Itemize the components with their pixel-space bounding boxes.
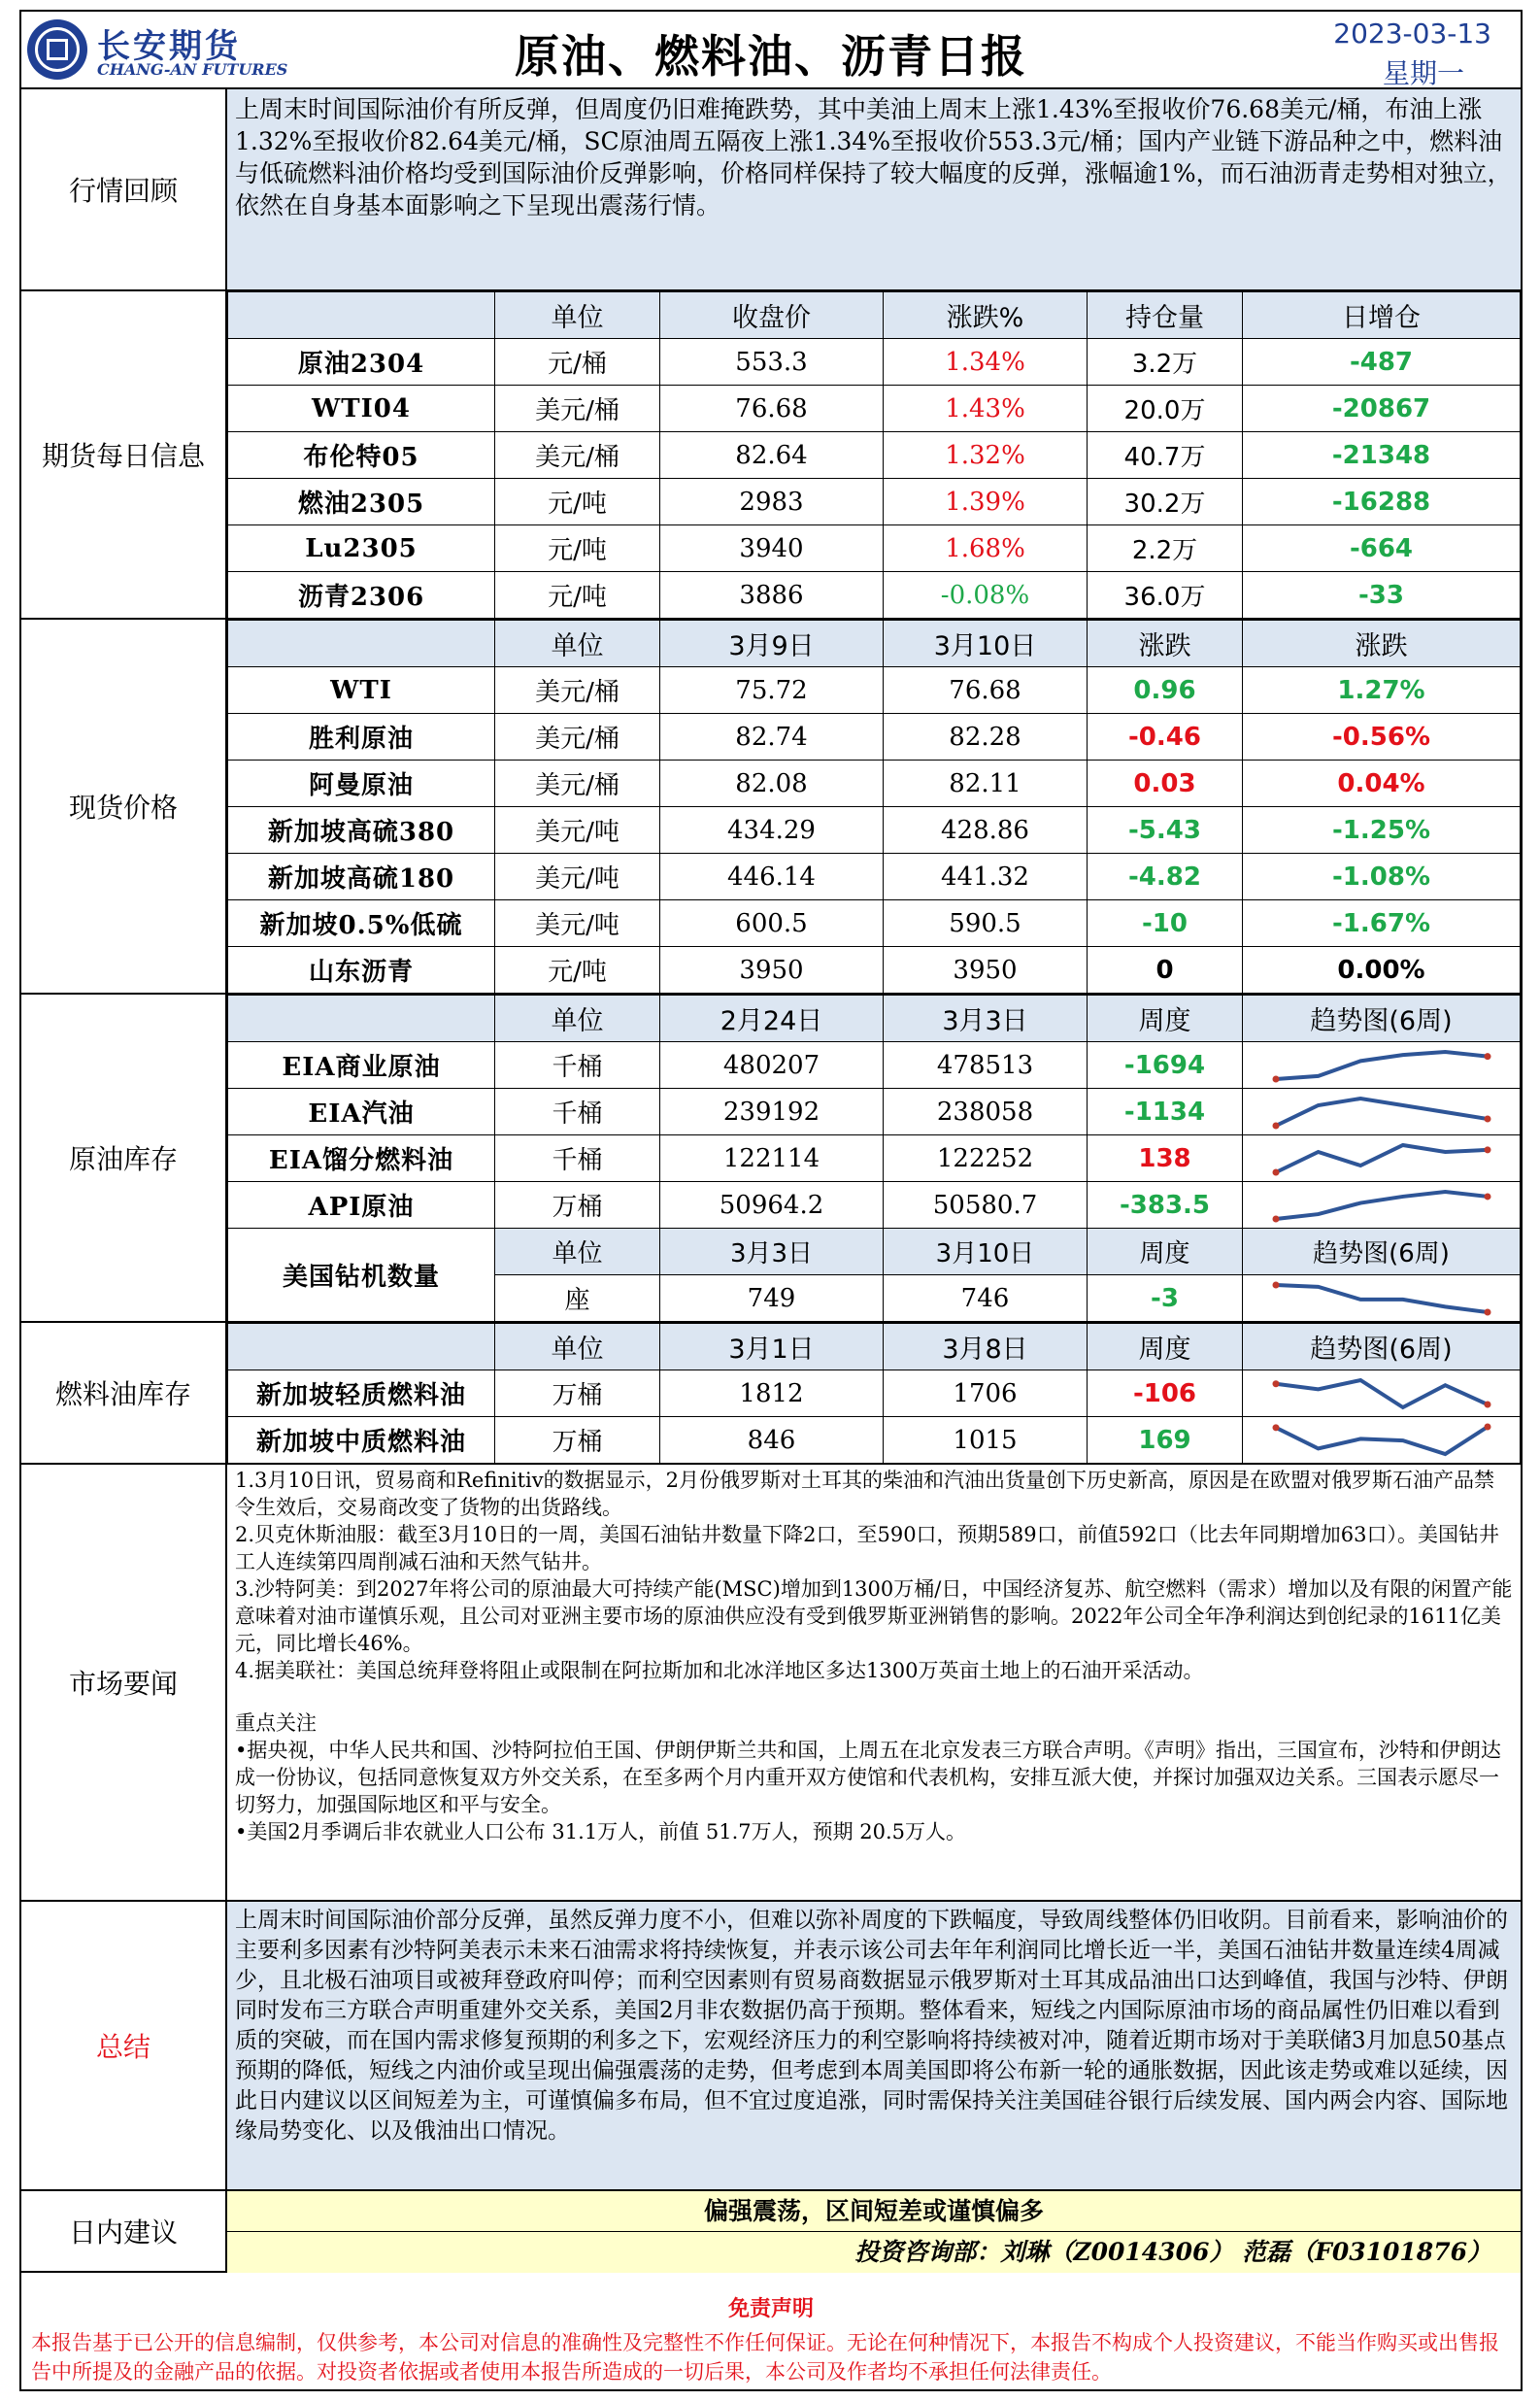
trend-end-point xyxy=(1484,1193,1490,1200)
column-header: 3月10日 xyxy=(884,621,1088,667)
price-day2: 590.5 xyxy=(884,900,1088,947)
inventory-name: EIA汽油 xyxy=(228,1089,495,1135)
close-price: 2983 xyxy=(660,479,884,525)
unit-cell: 美元/吨 xyxy=(495,807,660,854)
price-change: 0.03 xyxy=(1088,761,1243,807)
inventory-prev: 122114 xyxy=(660,1135,884,1182)
trend-end-point xyxy=(1272,1424,1279,1431)
inventory-prev: 239192 xyxy=(660,1089,884,1135)
inventory-current: 238058 xyxy=(884,1089,1088,1135)
column-header: 涨跌 xyxy=(1243,621,1521,667)
weekly-change: -3 xyxy=(1088,1275,1243,1322)
unit-cell: 美元/吨 xyxy=(495,854,660,900)
column-header: 单位 xyxy=(495,996,660,1042)
table-row xyxy=(228,947,1521,994)
column-header: 单位 xyxy=(495,292,660,339)
column-header: 3月3日 xyxy=(884,996,1088,1042)
open-interest-change: -487 xyxy=(1243,339,1521,386)
unit-cell: 美元/吨 xyxy=(495,900,660,947)
disclaimer-title: 免责声明 xyxy=(727,2296,814,2321)
news-item: 1.3月10日讯，贸易商和Refinitiv的数据显示，2月份俄罗斯对土耳其的柴油和汽油出货量创下历史新高，原因是在欧盟对俄罗斯石油产品禁令生效后，交易商改变了货物的出货路线。 xyxy=(235,1469,1494,1519)
table-header-row xyxy=(228,1324,1521,1370)
trend-chart-cell xyxy=(1243,1182,1521,1229)
column-header: 趋势图(6周) xyxy=(1243,1324,1521,1370)
table-row xyxy=(228,1135,1521,1182)
price-change: 0 xyxy=(1088,947,1243,994)
column-header: 涨跌% xyxy=(884,292,1088,339)
weekly-change: 169 xyxy=(1088,1417,1243,1464)
trend-end-point xyxy=(1272,1122,1279,1129)
spot-price-section xyxy=(21,620,1521,995)
column-header xyxy=(228,292,495,339)
table-row xyxy=(228,1089,1521,1135)
inventory-name: 新加坡轻质燃料油 xyxy=(228,1370,495,1417)
trend-line xyxy=(1276,1099,1488,1126)
section-label: 日内建议 xyxy=(21,2191,227,2271)
report-page xyxy=(19,10,1523,2391)
advice-text: 偏强震荡，区间短差或谨慎偏多 xyxy=(227,2191,1521,2232)
price-day2: 3950 xyxy=(884,947,1088,994)
unit-cell: 万桶 xyxy=(495,1417,660,1464)
trend-line xyxy=(1276,1052,1488,1079)
unit-cell: 元/吨 xyxy=(495,479,660,525)
logo-english-name: CHANG-AN FUTURES xyxy=(97,60,288,79)
trend-chart-cell xyxy=(1243,1042,1521,1089)
section-label: 总结 xyxy=(21,1902,227,2189)
crude-inventory-table xyxy=(227,995,1521,1322)
spot-name: 阿曼原油 xyxy=(228,761,495,807)
column-header: 周度 xyxy=(1088,996,1243,1042)
open-interest-change: -33 xyxy=(1243,572,1521,619)
report-header xyxy=(21,12,1521,89)
unit-cell: 美元/桶 xyxy=(495,667,660,714)
price-change-percent: -0.56% xyxy=(1243,714,1521,761)
table-header-row xyxy=(228,996,1521,1042)
section-label: 市场要闻 xyxy=(21,1465,227,1900)
column-header: 3月3日 xyxy=(660,1229,884,1275)
inventory-prev: 480207 xyxy=(660,1042,884,1089)
table-row xyxy=(228,1042,1521,1089)
close-price: 3940 xyxy=(660,525,884,572)
unit-cell: 美元/桶 xyxy=(495,761,660,807)
price-day2: 441.32 xyxy=(884,854,1088,900)
trend-end-point xyxy=(1484,1053,1490,1060)
change-percent: 1.43% xyxy=(884,386,1088,432)
close-price: 553.3 xyxy=(660,339,884,386)
price-day2: 82.11 xyxy=(884,761,1088,807)
consultant-info: 投资咨询部：刘琳（Z0014306） 范磊（F03101876） xyxy=(227,2232,1521,2273)
column-header: 单位 xyxy=(495,1229,660,1275)
open-interest-change: -20867 xyxy=(1243,386,1521,432)
price-day2: 76.68 xyxy=(884,667,1088,714)
column-header: 日增仓 xyxy=(1243,292,1521,339)
open-interest: 36.0万 xyxy=(1088,572,1243,619)
trend-chart-cell xyxy=(1243,1417,1521,1464)
instrument-name: Lu2305 xyxy=(228,525,495,572)
price-day1: 446.14 xyxy=(660,854,884,900)
disclaimer-section xyxy=(21,2273,1521,2389)
column-header xyxy=(228,996,495,1042)
column-header xyxy=(228,1324,495,1370)
inventory-current: 122252 xyxy=(884,1135,1088,1182)
price-change-percent: -1.08% xyxy=(1243,854,1521,900)
report-date: 2023-03-13 xyxy=(1333,17,1491,50)
weekly-change: -1134 xyxy=(1088,1089,1243,1135)
column-header: 单位 xyxy=(495,1324,660,1370)
column-header: 3月1日 xyxy=(660,1324,884,1370)
spot-name: WTI xyxy=(228,667,495,714)
inventory-current: 1015 xyxy=(884,1417,1088,1464)
focus-item: •美国2月季调后非农就业人口公布 31.1万人，前值 51.7万人，预期 20.5万人。 xyxy=(235,1820,967,1843)
inventory-current: 478513 xyxy=(884,1042,1088,1089)
table-row xyxy=(228,339,1521,386)
rig-count-name: 美国钻机数量 xyxy=(228,1229,495,1322)
focus-item: •据央视，中华人民共和国、沙特阿拉伯王国、伊朗伊斯兰共和国，上周五在北京发表三方联合声明。《声明》指出，三国宣布，沙特和伊朗达成一份协议，包括同意恢复双方外交关系，在至多两个月内重开双方使馆和代表机构，安排互派大使，并探讨加强双边关系。三国表示愿尽一切努力，加强国际地区和平与安全。 xyxy=(235,1739,1501,1816)
close-price: 3886 xyxy=(660,572,884,619)
trend-sparkline xyxy=(1270,1279,1493,1318)
open-interest: 40.7万 xyxy=(1088,432,1243,479)
intraday-advice-section xyxy=(21,2191,1521,2273)
unit-cell: 美元/桶 xyxy=(495,714,660,761)
trend-chart-cell xyxy=(1243,1275,1521,1322)
price-day2: 428.86 xyxy=(884,807,1088,854)
trend-end-point xyxy=(1272,1215,1279,1222)
instrument-name: 沥青2306 xyxy=(228,572,495,619)
trend-chart-cell xyxy=(1243,1135,1521,1182)
fuel-inventory-table xyxy=(227,1323,1521,1464)
fuel-inventory-section xyxy=(21,1323,1521,1465)
trend-end-point xyxy=(1272,1168,1279,1175)
open-interest: 20.0万 xyxy=(1088,386,1243,432)
unit-cell: 万桶 xyxy=(495,1182,660,1229)
price-change-percent: -1.25% xyxy=(1243,807,1521,854)
unit-cell: 元/吨 xyxy=(495,947,660,994)
change-percent: -0.08% xyxy=(884,572,1088,619)
column-header: 单位 xyxy=(495,621,660,667)
trend-end-point xyxy=(1484,1401,1490,1407)
column-header xyxy=(228,621,495,667)
trend-end-point xyxy=(1484,1115,1490,1122)
inventory-name: API原油 xyxy=(228,1182,495,1229)
futures-table xyxy=(227,291,1521,619)
open-interest: 3.2万 xyxy=(1088,339,1243,386)
rig-current: 746 xyxy=(884,1275,1088,1322)
change-percent: 1.32% xyxy=(884,432,1088,479)
change-percent: 1.34% xyxy=(884,339,1088,386)
table-row xyxy=(228,1182,1521,1229)
table-row xyxy=(228,714,1521,761)
summary-text: 上周末时间国际油价部分反弹，虽然反弹力度不小，但难以弥补周度的下跌幅度，导致周线整体仍旧收阴。目前看来，影响油价的主要利多因素有沙特阿美表示未来石油需求将持续恢复，并表示该公司去年年利润同比增长近一半，美国石油钻井数量连续4周减少，且北极石油项目或被拜登政府叫停；而利空因素则有贸易商数据显示俄罗斯对土耳其成品油出口达到峰值，我国与沙特、伊朗同时发布三方联合声明重建外交关系，美国2月非农数据仍高于预期。整体看来，短线之内国际原油市场的商品属性仍旧难以看到质的突破，而在国内需求修复预期的利多之下，宏观经济压力的利空影响将持续被对冲，随着近期市场对于美联储3月加息50基点预期的降低，短线之内油价或呈现出偏强震荡的走势，但考虑到本周美国即将公布新一轮的通胀数据，因此该走势或难以延续，因此日内建议以区间短差为主，可谨慎偏多布局，但不宜过度追涨，同时需保持关注美国硅谷银行后续发展、国内两会内容、国际地缘局势变化、以及俄油出口情况。 xyxy=(235,1908,1508,2144)
spot-name: 新加坡高硫380 xyxy=(228,807,495,854)
weekly-change: -383.5 xyxy=(1088,1182,1243,1229)
table-row xyxy=(228,667,1521,714)
trend-line xyxy=(1276,1380,1488,1407)
table-row xyxy=(228,479,1521,525)
news-item: 2.贝克休斯油服：截至3月10日的一周，美国石油钻井数量下降2口，至590口，预期589口，前值592口（比去年同期增加63口）。美国钻井工人连续第四周削减石油和天然气钻井。 xyxy=(235,1523,1499,1573)
weekly-change: -1694 xyxy=(1088,1042,1243,1089)
spot-name: 新加坡0.5%低硫 xyxy=(228,900,495,947)
change-percent: 1.39% xyxy=(884,479,1088,525)
table-row xyxy=(228,854,1521,900)
price-day1: 600.5 xyxy=(660,900,884,947)
trend-sparkline xyxy=(1270,1186,1493,1225)
unit-cell: 元/吨 xyxy=(495,572,660,619)
price-day1: 82.74 xyxy=(660,714,884,761)
price-change-percent: 0.00% xyxy=(1243,947,1521,994)
report-weekday: 星期一 xyxy=(1382,57,1464,89)
price-change: 0.96 xyxy=(1088,667,1243,714)
price-change-percent: 0.04% xyxy=(1243,761,1521,807)
futures-section xyxy=(21,291,1521,620)
trend-end-point xyxy=(1484,1423,1490,1430)
market-review-section xyxy=(21,89,1521,291)
unit-cell: 美元/桶 xyxy=(495,386,660,432)
market-news-content xyxy=(227,1465,1521,1900)
unit-cell: 万桶 xyxy=(495,1370,660,1417)
trend-end-point xyxy=(1272,1075,1279,1082)
trend-sparkline xyxy=(1270,1421,1493,1460)
spot-name: 新加坡高硫180 xyxy=(228,854,495,900)
summary-section xyxy=(21,1902,1521,2191)
open-interest: 30.2万 xyxy=(1088,479,1243,525)
trend-line xyxy=(1276,1145,1488,1172)
column-header: 3月8日 xyxy=(884,1324,1088,1370)
logo-chinese-name: 长安期货 xyxy=(97,27,241,66)
disclaimer-text: 本报告基于已公开的信息编制，仅供参考，本公司对信息的准确性及完整性不作任何保证。无论在何种情况下，本报告不构成个人投资建议，不能当作购买或出售报告中所提及的金融产品的依据。对投资者依据或者使用本报告所造成的一切后果，本公司及作者均不承担任何法律责任。 xyxy=(31,2331,1499,2384)
trend-sparkline xyxy=(1270,1093,1493,1132)
section-label: 现货价格 xyxy=(21,620,227,993)
trend-end-point xyxy=(1484,1146,1490,1153)
change-percent: 1.68% xyxy=(884,525,1088,572)
unit-cell: 千桶 xyxy=(495,1042,660,1089)
instrument-name: 原油2304 xyxy=(228,339,495,386)
open-interest: 2.2万 xyxy=(1088,525,1243,572)
market-review-text: 上周末时间国际油价有所反弹，但周度仍旧难掩跌势，其中美油上周末上涨1.43%至报收价76.68美元/桶，布油上涨1.32%至报收价82.64美元/桶，SC原油周五隔夜上涨1.34%至报收价553.3元/桶；国内产业链下游品种之中，燃料油与低硫燃料油价格均受到国际油价反弹影响，价格同样保持了较大幅度的反弹，涨幅逾1%，而石油沥青走势相对独立，依然在自身基本面影响之下呈现出震荡行情。 xyxy=(235,95,1512,220)
spot-price-table xyxy=(227,620,1521,994)
price-change: -4.82 xyxy=(1088,854,1243,900)
section-label: 期货每日信息 xyxy=(21,291,227,618)
instrument-name: 布伦特05 xyxy=(228,432,495,479)
unit-cell: 座 xyxy=(495,1275,660,1322)
news-item: 4.据美联社：美国总统拜登将阻止或限制在阿拉斯加和北冰洋地区多达1300万英亩土地上的石油开采活动。 xyxy=(235,1659,1204,1682)
table-row xyxy=(228,386,1521,432)
unit-cell: 美元/桶 xyxy=(495,432,660,479)
report-title: 原油、燃料油、沥青日报 xyxy=(515,30,1027,83)
table-row xyxy=(228,432,1521,479)
unit-cell: 元/桶 xyxy=(495,339,660,386)
unit-cell: 千桶 xyxy=(495,1135,660,1182)
price-change: -0.46 xyxy=(1088,714,1243,761)
focus-title: 重点关注 xyxy=(235,1711,317,1735)
price-day1: 3950 xyxy=(660,947,884,994)
trend-line xyxy=(1276,1285,1488,1312)
inventory-name: EIA商业原油 xyxy=(228,1042,495,1089)
table-row xyxy=(228,761,1521,807)
price-day1: 434.29 xyxy=(660,807,884,854)
price-day1: 75.72 xyxy=(660,667,884,714)
inventory-name: EIA馏分燃料油 xyxy=(228,1135,495,1182)
column-header: 收盘价 xyxy=(660,292,884,339)
instrument-name: WTI04 xyxy=(228,386,495,432)
section-label: 燃料油库存 xyxy=(21,1323,227,1463)
table-row xyxy=(228,807,1521,854)
table-row xyxy=(228,900,1521,947)
instrument-name: 燃油2305 xyxy=(228,479,495,525)
open-interest-change: -21348 xyxy=(1243,432,1521,479)
open-interest-change: -664 xyxy=(1243,525,1521,572)
market-news-section xyxy=(21,1465,1521,1902)
unit-cell: 元/吨 xyxy=(495,525,660,572)
crude-inventory-section xyxy=(21,995,1521,1323)
spot-name: 胜利原油 xyxy=(228,714,495,761)
spot-name: 山东沥青 xyxy=(228,947,495,994)
inventory-current: 50580.7 xyxy=(884,1182,1088,1229)
column-header: 2月24日 xyxy=(660,996,884,1042)
column-header: 趋势图(6周) xyxy=(1243,996,1521,1042)
table-header-row xyxy=(228,292,1521,339)
column-header: 涨跌 xyxy=(1088,621,1243,667)
column-header: 3月10日 xyxy=(884,1229,1088,1275)
price-change-percent: -1.67% xyxy=(1243,900,1521,947)
price-day1: 82.08 xyxy=(660,761,884,807)
trend-line xyxy=(1276,1427,1488,1454)
column-header: 3月9日 xyxy=(660,621,884,667)
column-header: 周度 xyxy=(1088,1229,1243,1275)
column-header: 持仓量 xyxy=(1088,292,1243,339)
column-header: 周度 xyxy=(1088,1324,1243,1370)
inventory-prev: 1812 xyxy=(660,1370,884,1417)
rig-prev: 749 xyxy=(660,1275,884,1322)
unit-cell: 千桶 xyxy=(495,1089,660,1135)
table-row xyxy=(228,1417,1521,1464)
trend-end-point xyxy=(1484,1308,1490,1315)
rig-header-row xyxy=(228,1229,1521,1275)
open-interest-change: -16288 xyxy=(1243,479,1521,525)
trend-sparkline xyxy=(1270,1374,1493,1413)
table-header-row xyxy=(228,621,1521,667)
table-row xyxy=(228,525,1521,572)
table-row xyxy=(228,572,1521,619)
trend-sparkline xyxy=(1270,1046,1493,1085)
weekly-change: 138 xyxy=(1088,1135,1243,1182)
table-row xyxy=(228,1370,1521,1417)
trend-line xyxy=(1276,1192,1488,1219)
news-item: 3.沙特阿美：到2027年将公司的原油最大可持续产能(MSC)增加到1300万桶/日，中国经济复苏、航空燃料（需求）增加以及有限的闲置产能意味着对油市谨慎乐观，且公司对亚洲主要市场的原油供应没有受到俄罗斯亚洲销售的影响。2022年公司全年净利润达到创纪录的1611亿美元，同比增长46%。 xyxy=(235,1577,1513,1655)
trend-sparkline xyxy=(1270,1139,1493,1178)
close-price: 82.64 xyxy=(660,432,884,479)
price-day2: 82.28 xyxy=(884,714,1088,761)
inventory-name: 新加坡中质燃料油 xyxy=(228,1417,495,1464)
inventory-prev: 50964.2 xyxy=(660,1182,884,1229)
inventory-current: 1706 xyxy=(884,1370,1088,1417)
price-change: -10 xyxy=(1088,900,1243,947)
inventory-prev: 846 xyxy=(660,1417,884,1464)
price-change-percent: 1.27% xyxy=(1243,667,1521,714)
trend-chart-cell xyxy=(1243,1089,1521,1135)
trend-end-point xyxy=(1272,1281,1279,1288)
price-change: -5.43 xyxy=(1088,807,1243,854)
close-price: 76.68 xyxy=(660,386,884,432)
column-header: 趋势图(6周) xyxy=(1243,1229,1521,1275)
section-label: 行情回顾 xyxy=(21,89,227,289)
section-label: 原油库存 xyxy=(21,995,227,1321)
trend-chart-cell xyxy=(1243,1370,1521,1417)
trend-end-point xyxy=(1272,1380,1279,1387)
weekly-change: -106 xyxy=(1088,1370,1243,1417)
